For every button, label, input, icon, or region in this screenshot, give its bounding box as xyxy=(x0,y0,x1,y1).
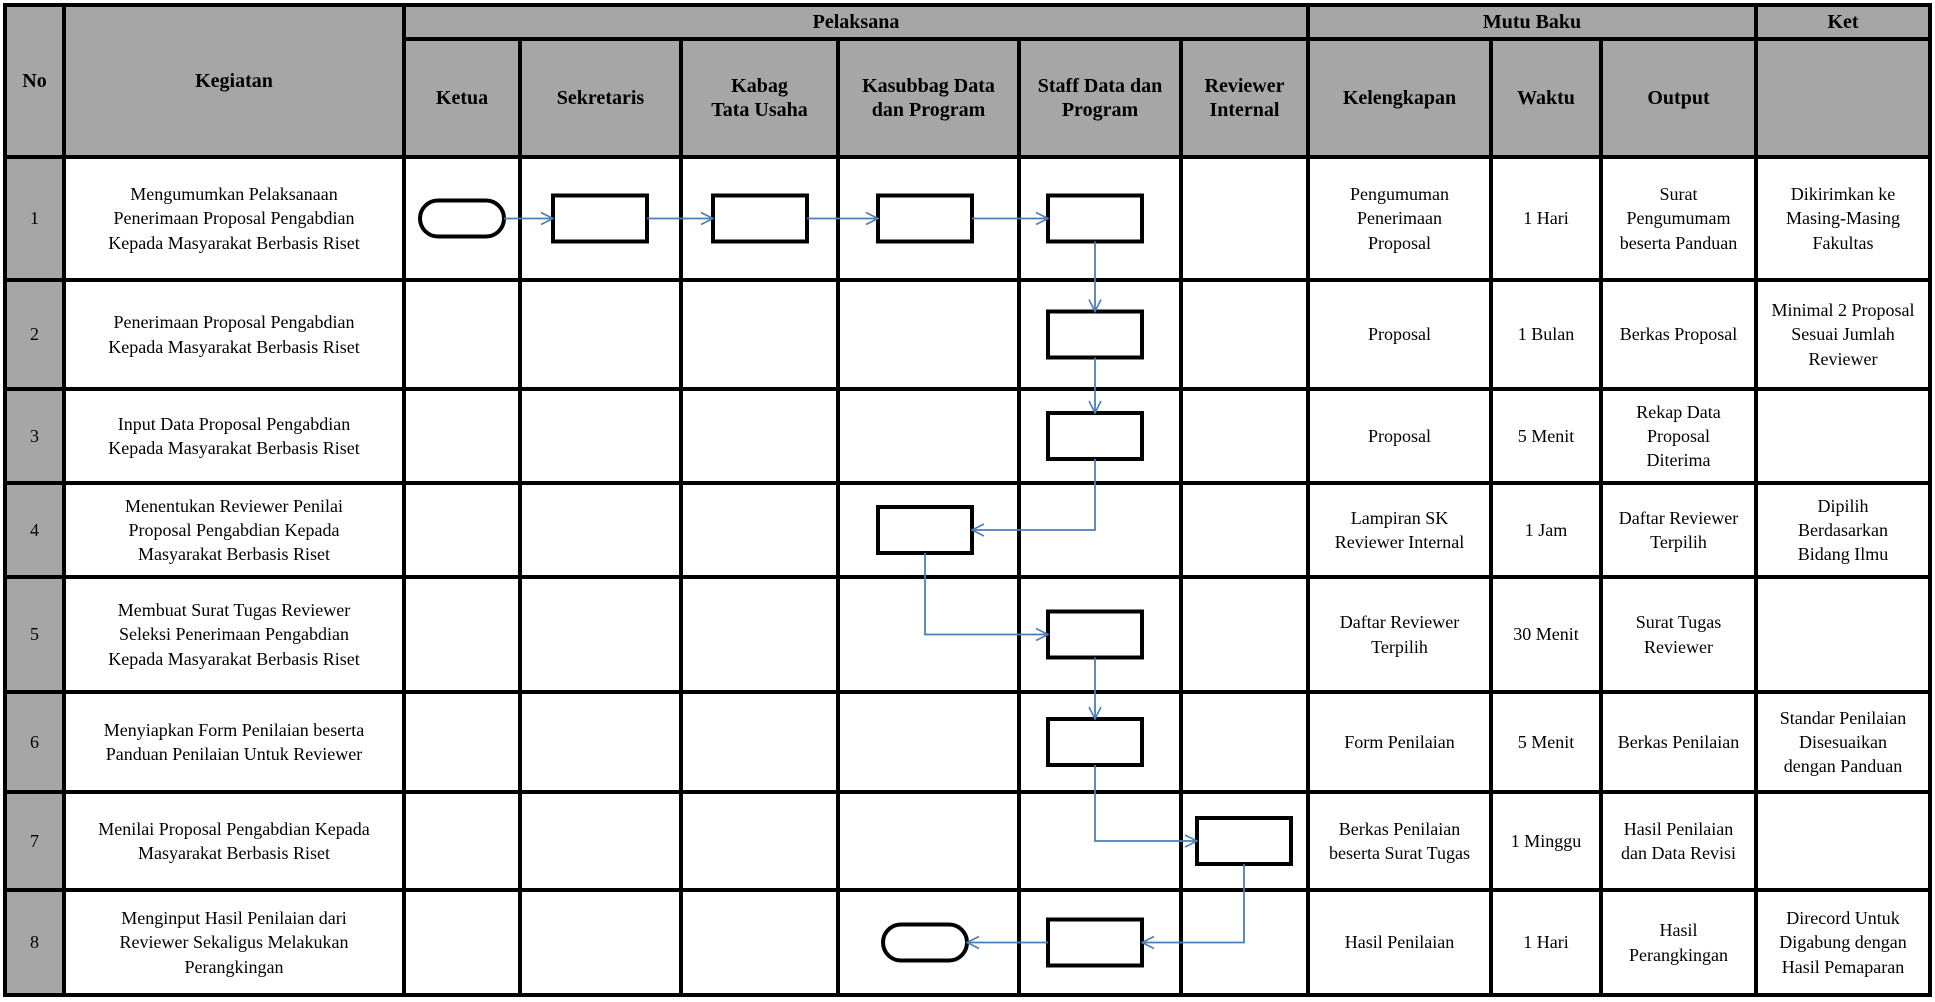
header-waktu: Waktu xyxy=(1517,87,1575,109)
flow-connector-arrow xyxy=(1142,864,1244,943)
process-box xyxy=(1048,719,1142,765)
kelengkapan-cell: Form Penilaian xyxy=(1344,731,1455,752)
activity-description: Membuat Surat Tugas Reviewer Seleksi Penerimaan Pengabdian Kepada Masyarakat Berbasis Riset xyxy=(108,600,360,669)
process-box xyxy=(713,196,807,242)
output-cell: Berkas Proposal xyxy=(1619,324,1738,345)
header-mutu-baku: Mutu Baku xyxy=(1482,11,1582,33)
kelengkapan-cell: Pengumuman Penerimaan Proposal xyxy=(1350,184,1449,253)
activity-description: Menginput Hasil Penilaian dari Reviewer Sekaligus Melakukan Perangkingan xyxy=(119,908,349,977)
waktu-cell: 1 Bulan xyxy=(1517,324,1575,345)
header-role-kabag: Kabag Tata Usaha xyxy=(711,75,808,121)
output-cell: Berkas Penilaian xyxy=(1617,731,1740,752)
ket-cell: Dipilih Berdasarkan Bidang Ilmu xyxy=(1797,495,1889,565)
flow-connector-arrow xyxy=(972,459,1095,530)
header-role-staff: Staff Data dan Program xyxy=(1037,75,1163,121)
output-cell: Surat Pengumumam beserta Panduan xyxy=(1619,184,1738,253)
row-number: 8 xyxy=(30,932,39,953)
header-no: No xyxy=(22,70,47,92)
flow-connector-arrow xyxy=(1095,765,1197,841)
output-cell: Daftar Reviewer Terpilih xyxy=(1618,507,1739,552)
row-number: 3 xyxy=(30,425,39,446)
activity-description: Menentukan Reviewer Penilai Proposal Pengabdian Kepada Masyarakat Berbasis Riset xyxy=(125,495,343,565)
waktu-cell: 1 Hari xyxy=(1523,208,1569,229)
kelengkapan-cell: Berkas Penilaian beserta Surat Tugas xyxy=(1329,818,1470,863)
process-box xyxy=(1048,312,1142,358)
process-box xyxy=(1048,196,1142,242)
waktu-cell: 1 Jam xyxy=(1524,519,1568,540)
process-box xyxy=(878,507,972,553)
ket-cell: Direcord Untuk Digabung dengan Hasil Pemaparan xyxy=(1779,908,1907,977)
process-box xyxy=(1197,818,1291,864)
activity-description: Menyiapkan Form Penilaian beserta Panduan Penilaian Untuk Reviewer xyxy=(103,719,365,764)
header-role-ketua: Ketua xyxy=(435,87,489,109)
row-number: 1 xyxy=(30,208,39,229)
header-role-sekretaris: Sekretaris xyxy=(556,87,645,109)
waktu-cell: 1 Minggu xyxy=(1510,830,1582,851)
header-kelengkapan: Kelengkapan xyxy=(1342,87,1457,109)
output-cell: Hasil Perangkingan xyxy=(1629,920,1728,965)
process-box xyxy=(1048,413,1142,459)
row-number: 7 xyxy=(30,830,39,851)
row-number: 6 xyxy=(30,731,39,752)
kelengkapan-cell: Hasil Penilaian xyxy=(1344,932,1455,953)
terminator-shape xyxy=(420,201,504,237)
row-number: 2 xyxy=(30,324,39,345)
output-cell: Rekap Data Proposal Diterima xyxy=(1636,401,1721,471)
flow-connector-arrow xyxy=(925,553,1048,635)
header-role-kasubbag: Kasubbag Data dan Program xyxy=(862,75,995,121)
process-box xyxy=(878,196,972,242)
ket-cell: Minimal 2 Proposal Sesuai Jumlah Reviewer xyxy=(1771,300,1915,369)
ket-cell: Standar Penilaian Disesuaikan dengan Panduan xyxy=(1779,707,1907,777)
header-ket: Ket xyxy=(1827,11,1859,33)
activity-description: Mengumumkan Pelaksanaan Penerimaan Proposal Pengabdian Kepada Masyarakat Berbasis Riset xyxy=(108,184,360,253)
kelengkapan-cell: Proposal xyxy=(1368,324,1431,345)
output-cell: Hasil Penilaian dan Data Revisi xyxy=(1621,818,1736,863)
row-number: 5 xyxy=(30,624,39,645)
row-number: 4 xyxy=(30,519,39,540)
waktu-cell: 5 Menit xyxy=(1517,731,1575,752)
activity-description: Input Data Proposal Pengabdian Kepada Masyarakat Berbasis Riset xyxy=(108,413,360,458)
activity-description: Menilai Proposal Pengabdian Kepada Masyarakat Berbasis Riset xyxy=(98,818,370,863)
header-output: Output xyxy=(1647,87,1710,109)
kelengkapan-cell: Proposal xyxy=(1368,425,1431,446)
header-pelaksana: Pelaksana xyxy=(812,11,900,33)
kelengkapan-cell: Lampiran SK Reviewer Internal xyxy=(1334,507,1465,552)
waktu-cell: 1 Hari xyxy=(1523,932,1569,953)
output-cell: Surat Tugas Reviewer xyxy=(1635,612,1722,657)
header-kegiatan: Kegiatan xyxy=(195,70,273,92)
process-box xyxy=(1048,612,1142,658)
activity-description: Penerimaan Proposal Pengabdian Kepada Masyarakat Berbasis Riset xyxy=(108,312,360,357)
process-box xyxy=(1048,920,1142,966)
ket-cell: Dikirimkan ke Masing-Masing Fakultas xyxy=(1786,184,1900,253)
kelengkapan-cell: Daftar Reviewer Terpilih xyxy=(1339,612,1460,657)
waktu-cell: 30 Menit xyxy=(1513,624,1579,645)
terminator-shape xyxy=(883,925,967,961)
waktu-cell: 5 Menit xyxy=(1517,425,1575,446)
process-box xyxy=(553,196,647,242)
header-role-reviewer: Reviewer Internal xyxy=(1204,75,1285,121)
